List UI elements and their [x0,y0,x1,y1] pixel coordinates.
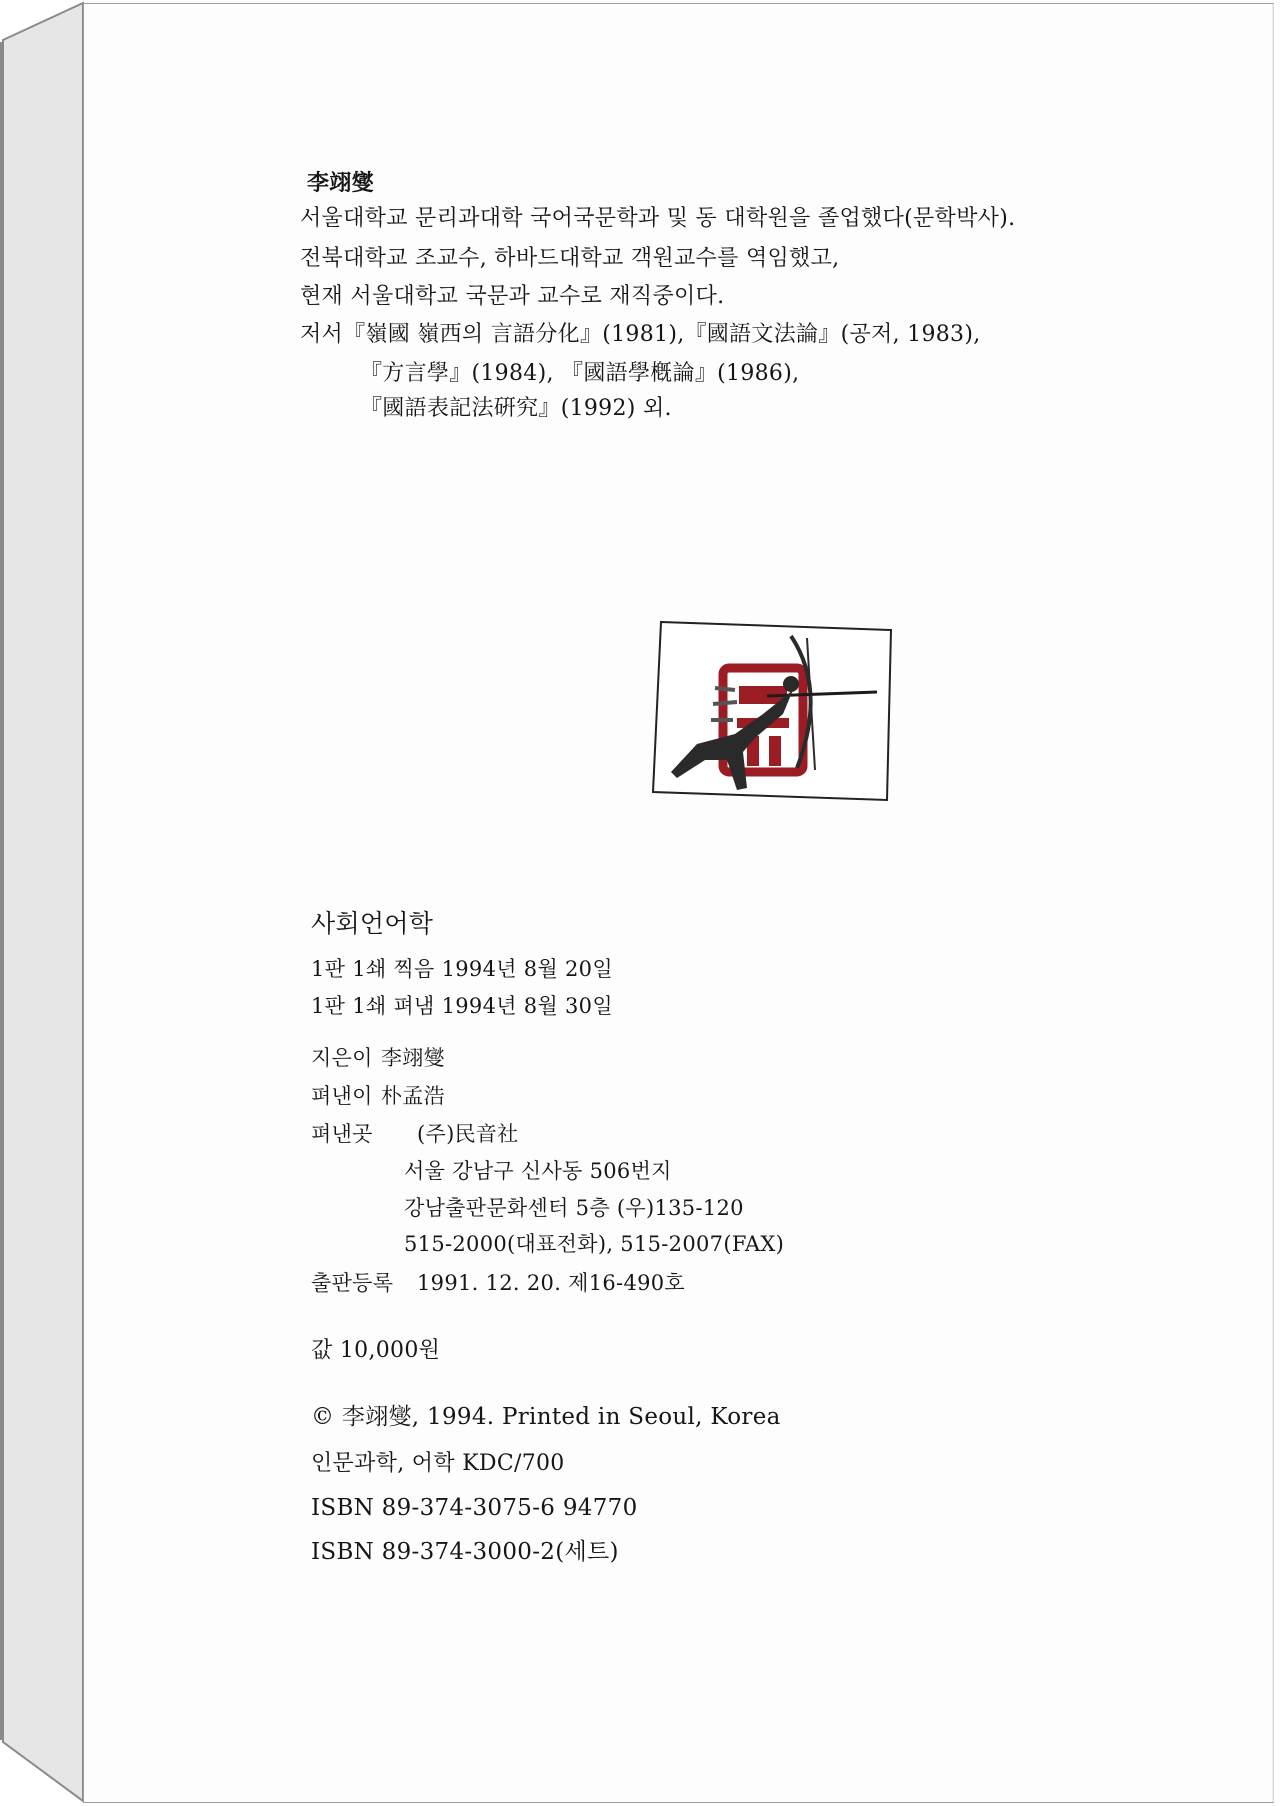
author-label: 지은이 [311,1046,373,1070]
bio-career: 전북대학교 조교수, 하바드대학교 객원교수를 역임했고, [300,246,840,271]
publishing-house-row [311,1118,518,1148]
phone-fax: 515-2000(대표전화), 515-2007(FAX) [404,1232,785,1256]
book-title: 사회언어학 [311,909,434,938]
publishing-house-value: (주)民音社 [417,1122,519,1146]
publisher-row [311,1080,445,1110]
registration-value: 1991. 12. 20. 제16-490호 [417,1271,686,1295]
author-row [311,1042,445,1072]
print-date: 1판 1쇄 찍음 1994년 8월 20일 [311,957,613,981]
bio-author-name: 李翊燮 [307,170,374,196]
registration-row [311,1267,685,1297]
bio-current-position: 현재 서울대학교 국문과 교수로 재직중이다. [300,284,725,309]
copyright-line: © 李翊燮, 1994. Printed in Seoul, Korea [311,1404,781,1430]
registration-label: 출판등록 [311,1271,394,1295]
bio-education: 서울대학교 문리과대학 국어국문학과 및 동 대학원을 졸업했다(문학박사). [300,206,1016,231]
publisher-label: 펴낸이 [311,1084,373,1108]
classification: 인문과학, 어학 KDC/700 [311,1451,565,1476]
publishing-house-label: 펴낸곳 [311,1122,373,1146]
bio-works-3: 『國語表記法硏究』(1992) 외. [360,396,672,421]
isbn-volume: ISBN 89-374-3075-6 94770 [311,1495,638,1521]
price: 값 10,000원 [311,1338,441,1363]
isbn-set: ISBN 89-374-3000-2(세트) [311,1539,619,1565]
publisher-value: 朴孟浩 [381,1084,445,1108]
author-value: 李翊燮 [381,1046,445,1070]
address-line-2: 강남출판문화센터 5층 (우)135-120 [404,1196,744,1220]
bio-works-2: 『方言學』(1984), 『國語學槪論』(1986), [360,361,800,386]
address-line-1: 서울 강남구 신사동 506번지 [404,1159,672,1183]
publish-date: 1판 1쇄 펴냄 1994년 8월 30일 [311,994,613,1018]
bio-works-1: 저서『嶺國 嶺西의 言語分化』(1981),『國語文法論』(공저, 1983), [300,322,981,347]
publisher-seal-stamp [651,620,893,802]
